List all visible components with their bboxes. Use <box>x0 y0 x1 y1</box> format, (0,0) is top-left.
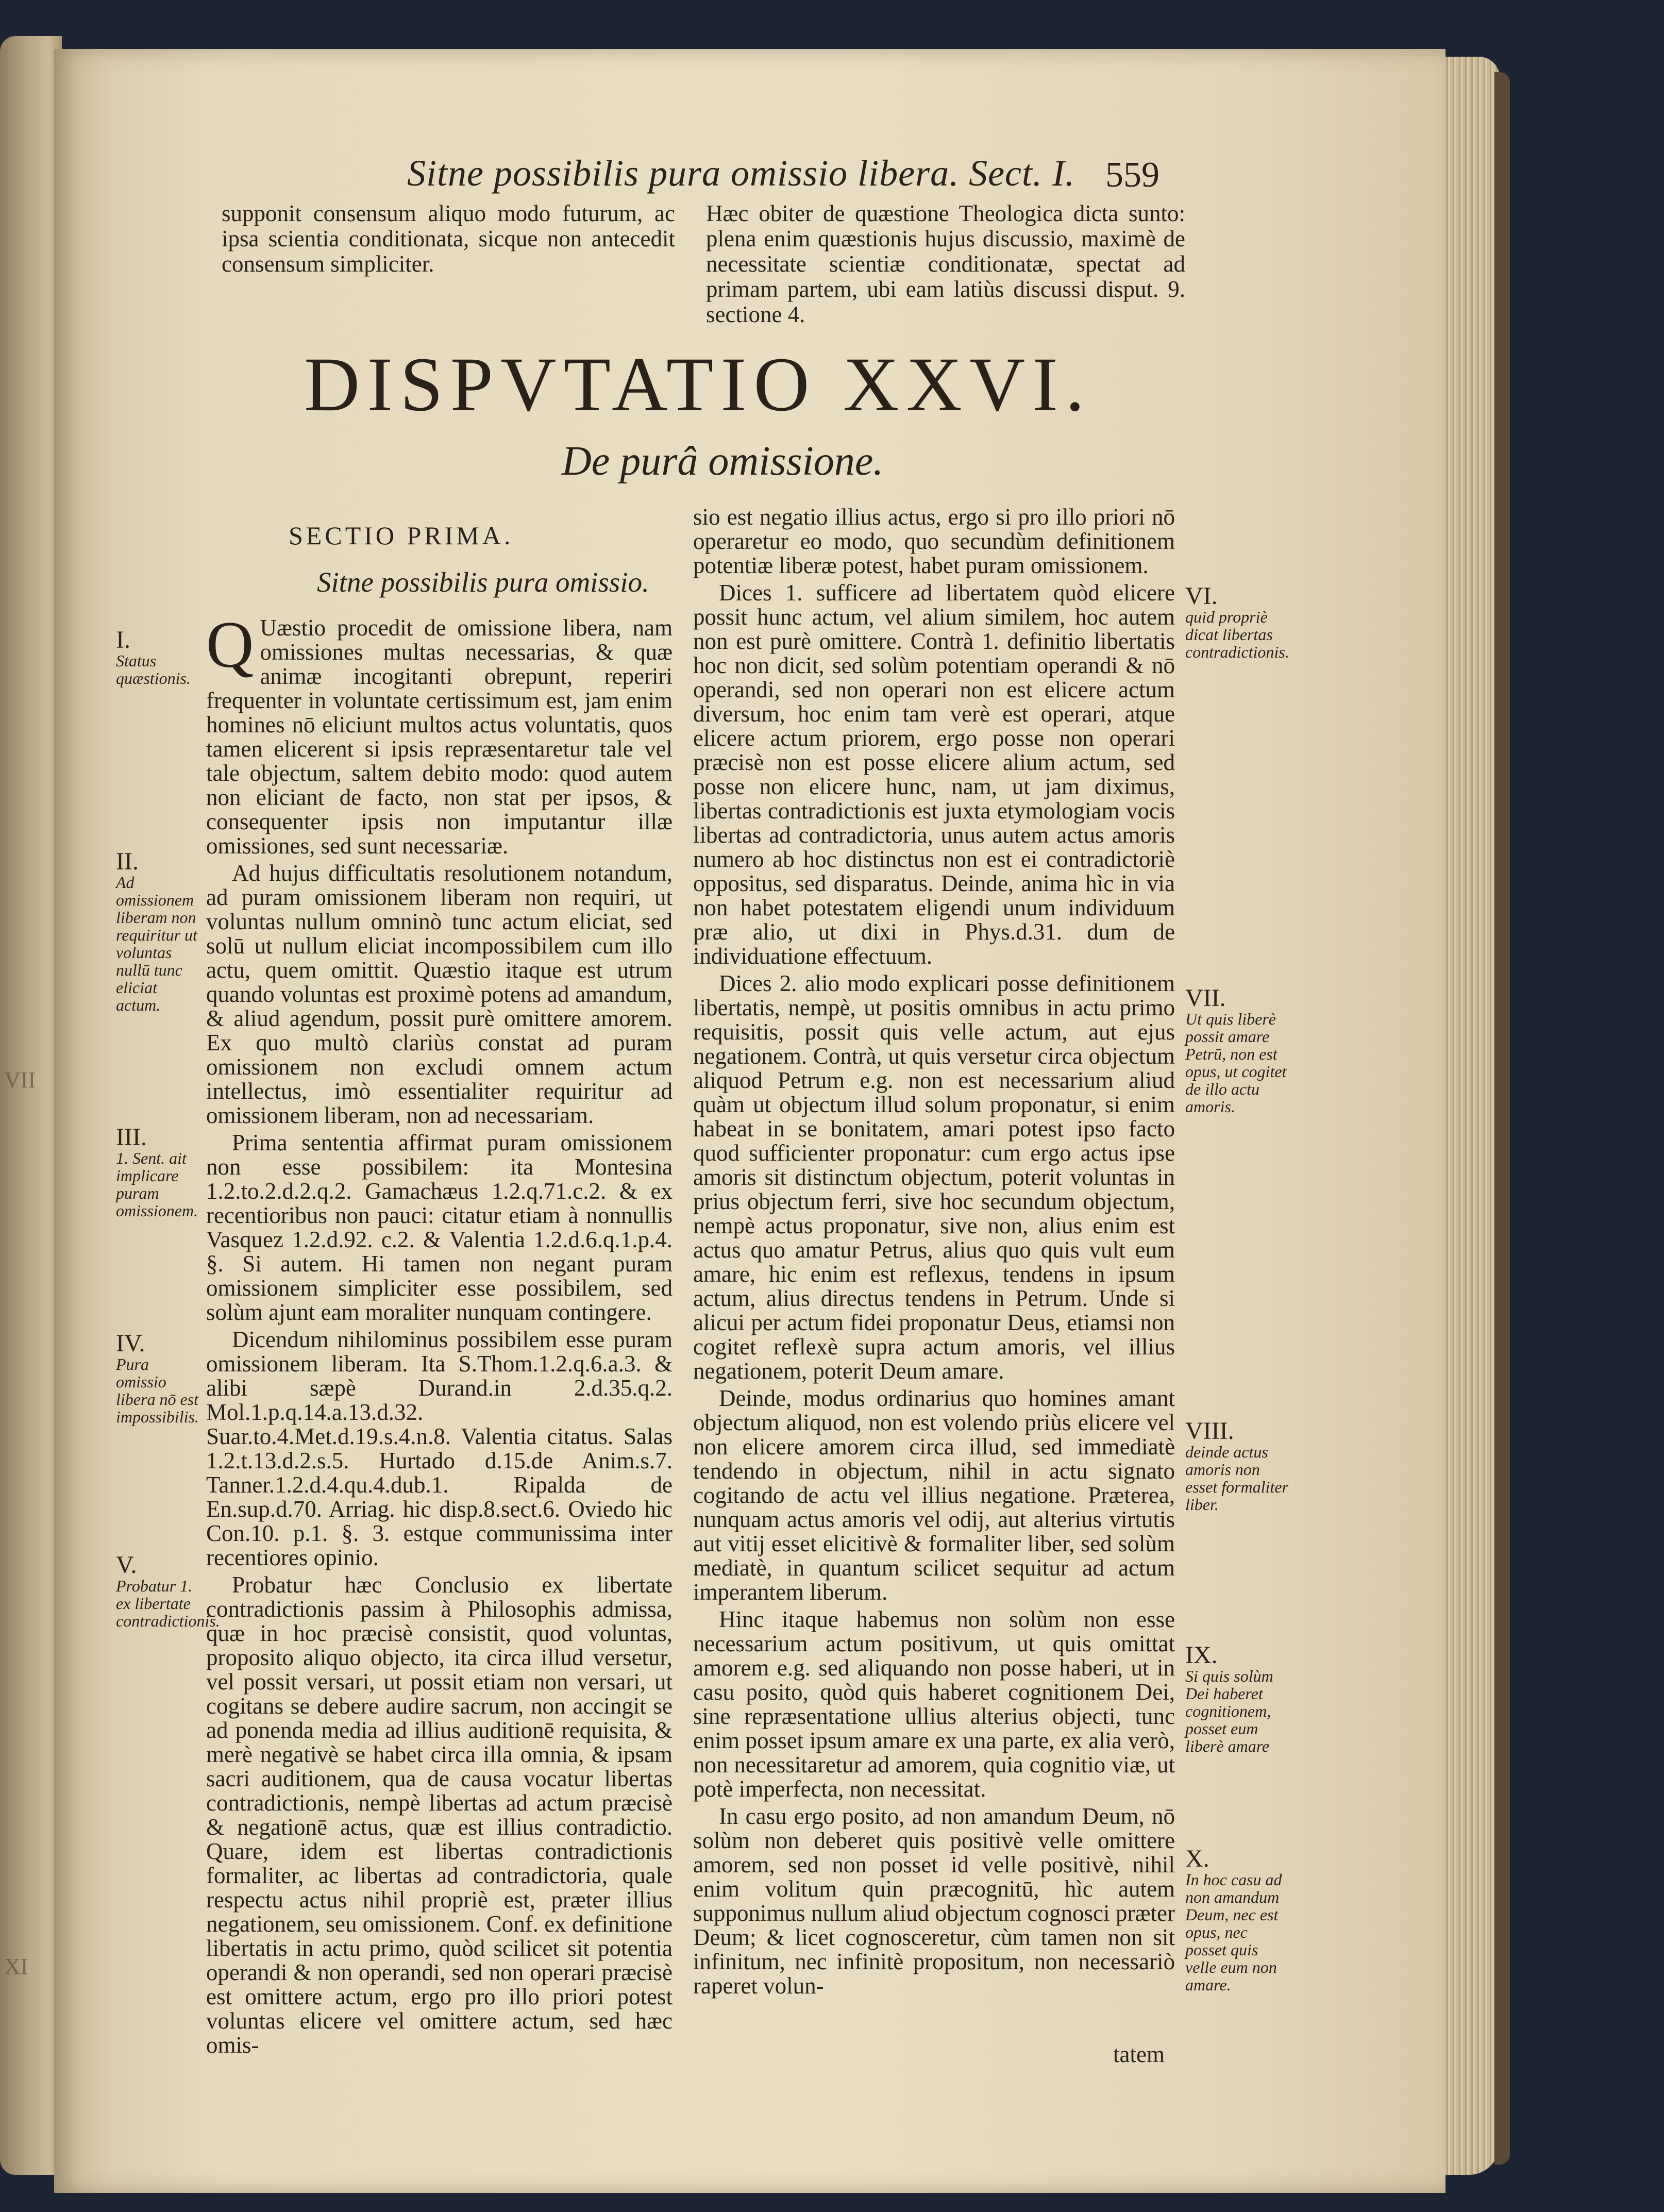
drop-cap: Q <box>206 608 254 681</box>
paragraph: In casu ergo posito, ad non amandum Deum, nō solùm non deberet quis positivè velle omittere amorem, sed non posset id velle positivè, nihil enim volitum quin præcognitū, hìc autem supponimus nullum aliud objectum cognosci præter Deum; & licet cognosceretur, cùm tamen non sit infinitum, nec infinitè propositum, non necessariò raperet volun- <box>693 1803 1175 1999</box>
paragraph: Hinc itaque habemus non solùm non esse necessarium actum positivum, ut quis omittat amorem e.g. sed aliquando non posse haberi, ut in casu posito, quòd quis haberet cognitionem Dei, sine repræsentatione ullius alterius objecti, tunc enim posset ipsum amare ex una parte, ex alia verò, non necessitaretur ad amorem, quia cognitio viæ, ut potè imperfecta, non necessitat. <box>693 1606 1175 1802</box>
book-cover-edge <box>1494 72 1510 2165</box>
paragraph: Deinde, modus ordinarius quo homines amant objectum aliquod, non est volendo priùs elicere vel non elicere amorem circa illud, sed immediatè tendendo in objectum, nihil in actu signato cogitando de actu vel illius negatione. Præterea, nunquam actus amoris vel odij, aut alterius virtutis aut vitij esset elicitivè & formaliter liber, sed solùm mediatè, in quantum scilicet sequitur ad actum imperantem liberum. <box>693 1385 1175 1605</box>
margin-note-text: Si quis solùm Dei haberet cognitionem, posset eum liberè amare <box>1185 1667 1273 1755</box>
catchword: tatem <box>1113 2041 1165 2067</box>
sectio-title: SECTIO PRIMA. <box>289 521 514 550</box>
margin-note-number: IX. <box>1185 1641 1218 1669</box>
margin-note-text: Pura omissio libera nō est impossibilis. <box>116 1355 199 1426</box>
margin-note <box>116 1124 198 1220</box>
margin-note-number: VI. <box>1185 582 1218 610</box>
margin-note <box>1185 1417 1288 1514</box>
left-page-stub: VII <box>4 1067 36 1093</box>
margin-note-number: V. <box>116 1551 137 1579</box>
margin-note-number: X. <box>1185 1845 1209 1872</box>
margin-note-number: VII. <box>1185 984 1226 1012</box>
paragraph-text: Uæstio procedit de omissione libera, nam omissiones multas necessarias, & quæ animæ incogitanti obrepunt, reperiri frequenter in voluntate certissimum est, jam enim homines nō eliciunt multos actus voluntatis, quos tamen elicerent si ipsis repræsentaretur tale vel tale objectum, saltem debito modo: quod autem non eliciant de facto, non stat per ipsos, & consequenter ipsis non imputantur illæ omissiones, sed sunt necessariæ. <box>206 615 673 859</box>
paragraph: Dicendum nihilominus possibilem esse puram omissionem liberam. Ita S.Thom.1.2.q.6.a.3. & alibi sæpè Durand.in 2.d.35.q.2. Mol.1.p.q.14.a.13.d.32. Suar.to.4.Met.d.19.s.4.n.8. Valentia citatus. Salas 1.2.t.13.d.2.s.5. Hurtado d.15.de Anim.s.7. Tanner.1.2.d.4.qu.4.dub.1. Ripalda de En.sup.d.70. Arriag. hic disp.8.sect.6. Oviedo hic Con.10. p.1. §. 3. estque communissima inter recentiores opinio. <box>206 1327 673 1570</box>
margin-note-text: Status quæstionis. <box>116 651 191 688</box>
margin-note <box>1185 1845 1288 1994</box>
left-page-edge <box>0 36 62 2175</box>
margin-note-number: I. <box>116 626 130 653</box>
margin-note-text: deinde actus amoris non esset formaliter liber. <box>1185 1443 1288 1514</box>
sectio-subtitle: Sitne possibilis pura omissio. <box>317 566 649 598</box>
page-edges <box>1438 57 1500 2175</box>
margin-note-text: Ut quis liberè possit amare Petrū, non est opus, ut cogitet de illo actu amoris. <box>1185 1010 1287 1116</box>
disputatio-title: DISPVTATIO XXVI. <box>304 342 1092 427</box>
paragraph: Prima sententia affirmat puram omissionem non esse possibilem: ita Montesina 1.2.to.2.d.2.q.2. Gamachæus 1.2.q.71.c.2. & ex recentioribus non pauci: citatur etiam à nonnullis Vasquez 1.2.d.92. c.2. & Valentia 1.2.d.6.q.1.p.4. §. Si autem. Hi tamen non negant puram omissionem simpliciter esse possibilem, sed solùm ajunt eam moraliter nunquam contingere. <box>206 1130 673 1325</box>
top-left-text: supponit consensum aliquo modo futurum, ac ipsa scientia conditionata, sicque non antecedit consensum simpliciter. <box>222 200 675 277</box>
margin-note <box>116 1330 199 1426</box>
margin-note <box>116 626 198 688</box>
margin-note <box>1185 984 1288 1116</box>
paragraph: Probatur hæc Conclusio ex libertate contradictionis passim à Philosophis admissa, quæ in hoc præcisè consistit, quod voluntas, proposito aliquo objecto, ita circa illud versetur, vel possit versari, ut possit etiam non versari, ut cogitans se debere audire sacrum, non accingit se ad ponenda media ad illius auditionē requisita, & merè negativè se habet circa illa omnia, & ipsam sacri auditionem, qua de causa vocatur libertas contradictionis, nempè libertas ad actum præcisè & negationē actus, quæ est illius contradictio. Quare, idem est libertas contradictionis formaliter, ac libertas ad contradictoria, quale respectu actus nihil propriè est, præter illius negationem, seu omissionem. Conf. ex definitione libertatis in actu primo, quòd scilicet sit potentia operandi & non operandi, sed non operari præcisè est omittere actum, ergo pro illo priori potest voluntas elicere vel omittere actum, sed hæc omis- <box>206 1572 673 2058</box>
left-page-stub: XI <box>4 1954 28 1979</box>
page-number: 559 <box>1105 155 1159 195</box>
margin-note-text: 1. Sent. ait implicare puram omissionem. <box>116 1149 198 1220</box>
margin-note-text: Probatur 1. ex libertate contradictionis. <box>116 1577 220 1630</box>
margin-note-number: VIII. <box>1185 1417 1234 1445</box>
paragraph: sio est negatio illius actus, ergo si pro illo priori nō operaretur eo modo, quo secundùm definitionem potentiæ liberæ potest, habet puram omissionem. <box>693 504 1175 578</box>
margin-note-number: II. <box>116 848 139 875</box>
disputatio-subtitle: De purâ omissione. <box>562 439 884 484</box>
paragraph: Dices 2. alio modo explicari posse definitionem libertatis, nempè, ut positis omnibus in actu primo requisitis, possit quis velle actum, aut ejus negationem. Contrà, ut quis versetur circa objectum aliquod Petrum e.g. non est necessarium aliud quàm ut objectum illud solum proponatur, si enim habeat in se bonitatem, amari potest ipso facto quod sufficienter proponatur: cum ergo actus ipse amoris sit distinctum objectum, poterit voluntas in prius objectum ferri, sive hoc secundum objectum, nempè actus proponatur, sive non, alius enim est actus quo amatur Petrus, alius quo quis vult eum amare, hic enim est reflexus, tendens in ipsum actum, alius directus tendens in Petrum. Unde si alicui per actum fidei proponatur Deus, etiamsi non cogitet reflexè supra actum amoris, vel illius negationem, poterit Deum amare. <box>693 970 1175 1384</box>
left-column <box>206 608 673 2060</box>
paragraph <box>206 608 673 859</box>
right-column <box>693 505 1175 2001</box>
margin-note-number: III. <box>116 1124 147 1151</box>
margin-note <box>116 848 198 1014</box>
running-head: Sitne possibilis pura omissio libera. Sect. I. <box>407 153 1075 194</box>
margin-note <box>116 1551 220 1630</box>
margin-note-text: In hoc casu ad non amandum Deum, nec est opus, nec posset quis velle eum non amare. <box>1185 1870 1282 1994</box>
margin-note <box>1185 582 1289 661</box>
margin-note-text: Ad omissionem liberam non requiritur ut voluntas nullū tunc eliciat actum. <box>116 873 197 1014</box>
margin-note <box>1185 1641 1288 1755</box>
margin-note-text: quid propriè dicat libertas contradictionis. <box>1185 608 1289 661</box>
top-right-text: Hæc obiter de quæstione Theologica dicta sunto: plena enim quæstionis hujus discussio, maximè de necessitate scientiæ conditionatæ, spectat ad primam partem, ubi eam latiùs discussi disput. 9. sectione 4. <box>706 200 1185 327</box>
paragraph: Ad hujus difficultatis resolutionem notandum, ad puram omissionem liberam non requiri, ut voluntas nullum omninò tunc actum eliciat, sed solū ut nullum eliciat incompossibilem cum illo actu, quem omittit. Quæstio itaque est utrum quando voluntas est proximè potens ad amandum, & aliud agendum, possit purè omittere amorem. Ex quo multò clariùs constat ad puram omissionem non excludi omnem actum intellectus, imò essentialiter requiritur ad omissionem liberam, non ad necessariam. <box>206 860 673 1128</box>
margin-note-number: IV. <box>116 1330 145 1357</box>
paragraph: Dices 1. sufficere ad libertatem quòd elicere possit hunc actum, vel alium similem, hoc autem non est purè omittere. Contrà 1. definitio libertatis hoc non dicit, sed solùm potentiam operandi & nō operandi, sed non operari non est elicere actum diversum, hoc enim tam verè est operari, atque elicere actum priorem, ergo posse non operari præcisè non est posse elicere alium actum, sed posse non elicere hunc, nam, ut jam diximus, libertas contradictionis est juxta etymologiam vocis libertas ad contradictoria, unus autem actus amoris numero ab hoc distinctus non est ei contradictoriè oppositus, sed disparatus. Deinde, anima hìc in via non habet potestatem eligendi unum individuum præ alio, ut dixi in Phys.d.31. dum de individuatione effectuum. <box>693 580 1175 969</box>
